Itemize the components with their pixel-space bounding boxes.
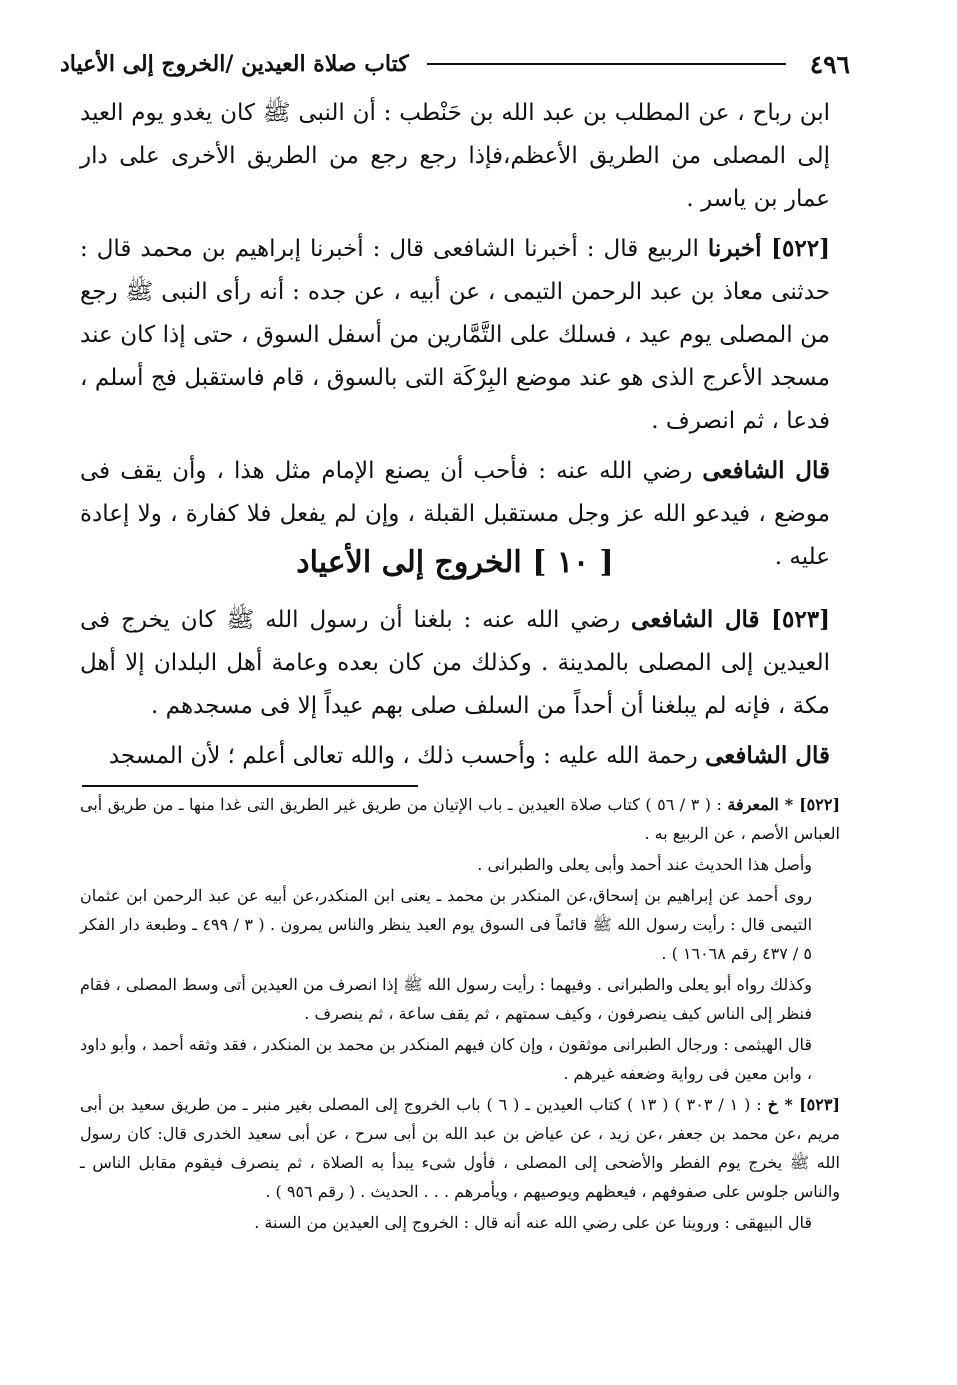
footnote-523: [٥٢٣] * خ : ( ١ / ٣٠٣ ) ( ١٣ ) كتاب العيدين ـ ( ٦ ) باب الخروج إلى المصلى بغير منبر ـ من طريق سعيد بن أبى مريم ،عن محمد بن جعفر ،عن زيد ، عن عياض بن عبد الله بن أبى سرح ، عن أبى سعيد الخدرى قال: كان رسول الله ﷺ يخرج يوم الفطر والأضحى إلى المصلى ، فأول شىء يبدأ به الصلاة ، ثم ينصرف فيقوم مقابل الناس ـ والناس جلوس على صفوفهم ، فيعظهم ويوصيهم ، ويأمرهم . . . الحديث . ( رقم ٩٥٦ ) .: [80, 1095, 841, 1201]
paragraph-hadith-522: [٥٢٢] أخبرنا الربيع قال : أخبرنا الشافعى قال : أخبرنا إبراهيم بن محمد قال : حدثنى معاذ بن عبد الرحمن التيمى ، عن أبيه ، عن جده : أنه رأى النبى ﷺ رجع من المصلى يوم عيد ، فسلك على التَّمَّارين من أسفل السوق ، حتى إذا كان عند مسجد الأعرج الذى هو عند موضع البِرْكَة التى بالسوق ، قام فاستقبل فج أسلم ، فدعا ، ثم انصرف .: [80, 235, 830, 434]
header-rule: [427, 63, 786, 65]
footnotes: [80, 790, 840, 1239]
footnote-separator: [82, 785, 418, 787]
footnote-line: وكذلك رواه أبو يعلى والطبرانى . وفيهما : رأيت رسول الله ﷺ إذا انصرف من العيدين أتى وسط المصلى ، فقام فنظر إلى الناس كيف ينصرفون ، وكيف سمتهم ، ثم يقف ساعة ، ثم ينصرف .: [80, 975, 812, 1023]
footnote-line: قال الهيثمى : ورجال الطبرانى موثقون ، وإن كان فيهم المنكدر بن محمد بن المنكدر ، فقد وثقه أحمد ، وأبو داود ، وابن معين فى رواية وضعفه غيرهم .: [80, 1035, 812, 1083]
page-header: [60, 46, 850, 82]
paragraph-continuation: ابن رباح ، عن المطلب بن عبد الله بن حَنْطب : أن النبى ﷺ كان يغدو يوم العيد إلى المصلى من الطريق الأعظم،فإذا رجع رجع من الطريق الأخرى على دار عمار بن ياسر .: [80, 100, 830, 212]
section-heading: [ ١٠ ] الخروج إلى الأعياد: [296, 545, 614, 580]
main-text-lower: [80, 598, 830, 784]
paragraph-shafii-reason: قال الشافعى رحمة الله عليه : وأحسب ذلك ، والله تعالى أعلم ؛ لأن المسجد: [108, 742, 830, 769]
paragraph-shafii-comment: قال الشافعى رضي الله عنه : فأحب أن يصنع الإمام مثل هذا ، وأن يقف فى موضع ، فيدعو الله عز وجل مستقبل القبلة ، وإن لم يفعل فلا كفارة ، ولا إعادة عليه .: [80, 457, 831, 570]
footnote-line: قال البيهقى : وروينا عن على رضي الله عنه أنه قال : الخروج إلى العيدين من السنة .: [254, 1213, 812, 1232]
footnote-line: روى أحمد عن إبراهيم بن إسحاق،عن المنكدر بن محمد ـ يعنى ابن المنكدر،عن أبيه عن عبد الرحمن ابن عثمان التيمى قال : رأيت رسول الله ﷺ قائماً فى السوق يوم العيد ينظر والناس يمرون . ( ٣ / ٤٩٩ ـ وطبعة دار الفكر ٥ / ٤٣٧ رقم ١٦٠٦٨ ) .: [80, 886, 813, 963]
paragraph-hadith-523: [٥٢٣] قال الشافعى رضي الله عنه : بلغنا أن رسول الله ﷺ كان يخرج فى العيدين إلى المصلى بالمدينة . وكذلك من كان بعده وعامة أهل البلدان إلا أهل مكة ، فإنه لم يبلغنا أن أحداً من السلف صلى بهم عيداً إلا فى مسجدهم .: [80, 606, 830, 719]
hadith-number-522: [٥٢٢] أخبرنا: [707, 235, 830, 262]
page-number: ٤٩٦: [809, 49, 850, 79]
main-text-upper: [80, 92, 830, 585]
footnote-522: [٥٢٢] * المعرفة : ( ٣ / ٥٦ ) كتاب صلاة العيدين ـ باب الإتيان من طريق غير الطريق التى غدا منها ـ من طريق أبى العباس الأصم ، عن الربيع به .: [80, 795, 841, 843]
speaker-label: قال الشافعى: [702, 457, 831, 484]
running-title: كتاب صلاة العيدين /الخروج إلى الأعياد: [60, 51, 409, 77]
speaker-label: قال الشافعى: [705, 742, 830, 769]
footnote-line: وأصل هذا الحديث عند أحمد وأبى يعلى والطبرانى .: [477, 855, 812, 874]
hadith-number-523: [٥٢٣] قال الشافعى: [631, 606, 830, 633]
